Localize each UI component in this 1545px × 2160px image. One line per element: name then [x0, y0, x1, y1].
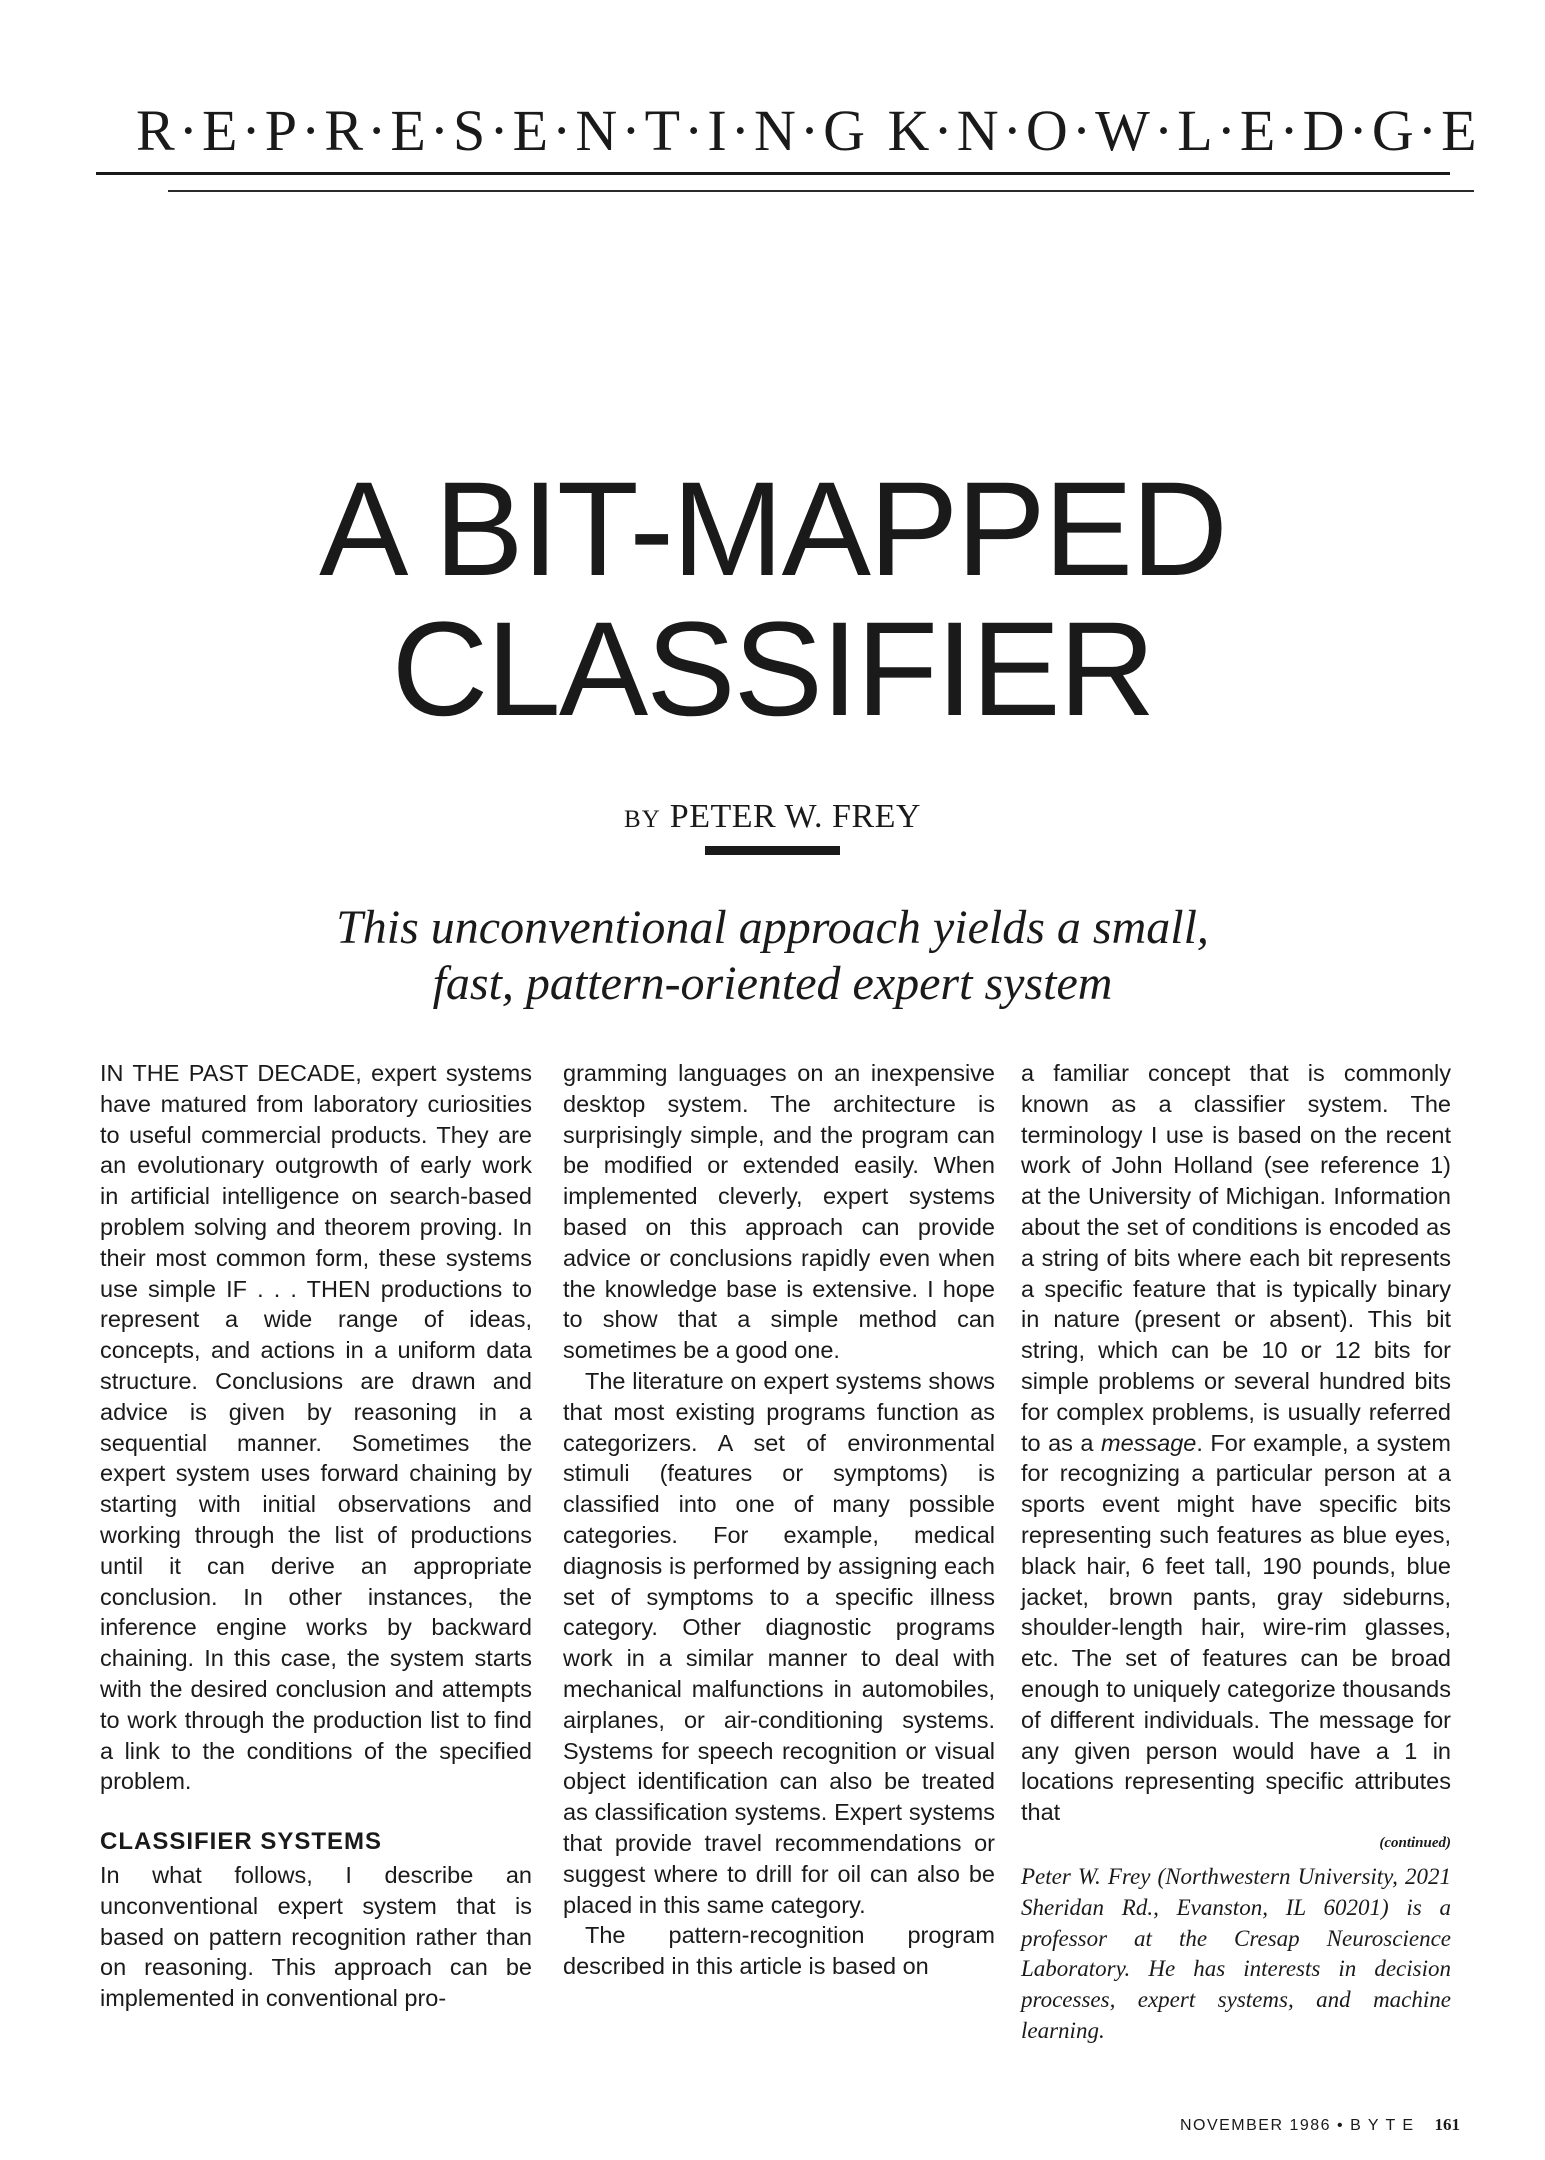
page-number: 161 [1434, 2115, 1460, 2134]
body-paragraph [1021, 1058, 1451, 1828]
body-text: a familiar concept that is commonly known as a classifier system. The terminology I use is based on the recent work of John Holland (see reference 1) at the University of Michigan. Information about the set of conditions is encoded as a string of bits where each bit represents a specific feature that is typically binary in nature (present or absent). This bit string, which can be 10 or 12 bits for simple problems or several hundred bits for complex problems, is usually referred to as a [1021, 1060, 1451, 1456]
body-text: . For example, a system for recognizing a particular person at a sports event might have specific bits representing such features as blue eyes, black hair, 6 feet tall, 190 pounds, blue jacket, brown pants, gray sideburns, shoulder-length hair, wire-rim glasses, etc. The set of features can be broad enough to uniquely categorize thousands of different individuals. The message for any given person would have a 1 in locations representing specific attributes that [1021, 1429, 1451, 1826]
body-column-2 [563, 1058, 995, 1982]
department-header [96, 96, 1481, 166]
article-title [0, 455, 1545, 744]
byline [0, 798, 1545, 836]
department-label: R·E·P·R·E·S·E·N·T·I·N·G K·N·O·W·L·E·D·G·E [136, 98, 1481, 163]
article-title-line-2: CLASSIFIER [391, 595, 1154, 744]
byline-author: PETER W. FREY [669, 798, 921, 835]
header-rule-thin [168, 190, 1474, 192]
continued-note: (continued) [1379, 1834, 1451, 1851]
deck-line-1: This unconventional approach yields a small, [336, 901, 1209, 954]
body-column-3 [1021, 1058, 1451, 2047]
body-paragraph: In what follows, I describe an unconventional expert system that is based on pattern recognition rather than on reasoning. This approach can be implemented in conventional pro- [100, 1861, 532, 2012]
magazine-name: B Y T E [1350, 2117, 1415, 2134]
issue-date: NOVEMBER 1986 [1179, 2117, 1332, 2134]
byline-divider [705, 846, 840, 855]
byline-prefix: BY [624, 806, 661, 833]
body-paragraph: IN THE PAST DECADE, expert systems have matured from laboratory curiosities to useful commercial products. They are an evolutionary outgrowth of early work in artificial intelligence on search-based problem solving and theorem proving. In their most common form, these systems use simple IF . . . THEN productions to represent a wide range of ideas, concepts, and actions in a uniform data structure. Conclusions are drawn and advice is given by reasoning in a sequential manner. Sometimes the expert system uses forward chaining by starting with initial observations and working through the list of productions until it can derive an appropriate conclusion. In other instances, the inference engine works by backward chaining. In this case, the system starts with the desired conclusion and attempts to work through the production list to find a link to the conditions of the specified problem. [100, 1060, 532, 1795]
deck-line-2: fast, pattern-oriented expert system [432, 957, 1113, 1010]
footer-separator: • [1337, 2117, 1345, 2134]
emphasized-term: message [1101, 1429, 1197, 1456]
body-paragraph: gramming languages on an inexpensive desktop system. The architecture is surprisingly simple, and the program can be modified or extended easily. When implemented cleverly, expert systems based on this approach can provide advice or conclusions rapidly even when the knowledge base is extensive. I hope to show that a simple method can sometimes be a good one. [563, 1060, 995, 1364]
section-heading: CLASSIFIER SYSTEMS [100, 1828, 383, 1856]
article-deck [0, 900, 1545, 1012]
header-rule-thick [96, 172, 1450, 175]
body-column-1 [100, 1058, 532, 2014]
article-title-line-1: A BIT-MAPPED [319, 455, 1226, 604]
body-paragraph: The literature on expert systems shows that most existing programs function as categorizers. A set of environmental stimuli (features or symptoms) is classified into one of many possible categories. For example, medical diagnosis is performed by assigning each set of symptoms to a specific illness category. Other diagnostic programs work in a similar manner to deal with mechanical malfunctions in automobiles, airplanes, or air-conditioning systems. Systems for speech recognition or visual object identification can also be treated as classification systems. Expert systems that provide travel recommendations or suggest where to drill for oil can also be placed in this same category. [563, 1367, 995, 1918]
body-paragraph: The pattern-recognition program described in this article is based on [563, 1922, 995, 1980]
page-footer [1140, 2115, 1460, 2135]
author-bio: Peter W. Frey (Northwestern University, 2021 Sheridan Rd., Evanston, IL 60201) is a professor at the Cresap Neuroscience Laboratory. He has interests in decision processes, expert systems, and machine learning. [1021, 1863, 1451, 2043]
